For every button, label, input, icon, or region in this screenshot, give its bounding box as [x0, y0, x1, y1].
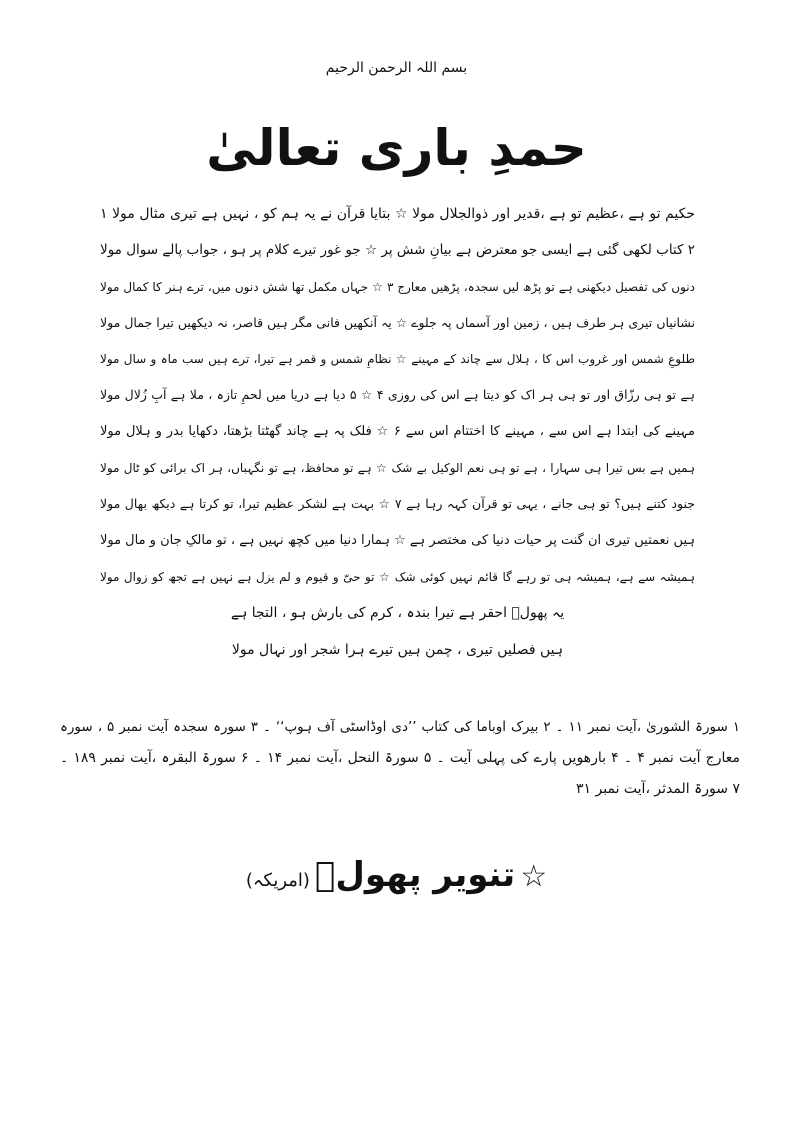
verse-line: ہمیں ہے بس تیرا ہی سہارا ، ہے تو ہی نعم الوکیل بے شک ☆ ہے تو محافظ، ہے تو نگہباں، ہر اک برائی کو ٹال مولا: [100, 461, 695, 476]
author-name: تنویر پھولؔ: [315, 855, 516, 895]
poem-verses: [100, 196, 695, 668]
footnotes: [60, 712, 740, 805]
footnote-line: ۷ سورۃ المدثر ،آیت نمبر ۳۱: [576, 781, 740, 797]
verse-line: جنود کتنے ہیں؟ تو ہی جانے ، یہی تو قرآن کہہ رہا ہے ۷ ☆ بہت ہے لشکر عظیم تیرا، تو کرتا ہے دیکھ بھال مولا: [100, 496, 695, 512]
verse-line: ہمیشہ سے ہے، ہمیشہ ہی تو رہے گا قائم نہیں کوئی شک ☆ تو حیّ و قیوم و لم یزل ہے نہیں ہے تجھ کو زوال مولا: [100, 569, 695, 584]
star-icon: ☆: [520, 859, 548, 894]
verse-line: مہینے کی ابتدا ہے اس سے ، مہینے کا اختتام اس سے ۶ ☆ فلک پہ ہے چاند گھٹتا بڑھتا، دکھایا بدر و ہلال مولا: [100, 423, 695, 439]
verse-line: ہیں نعمتیں تیری ان گنت پر حیات دنیا کی مختصر ہے ☆ ہمارا دنیا میں کچھ نہیں ہے ، تو مالکِ جان و مال مولا: [100, 532, 695, 548]
footnote-line: معارج آیت نمبر ۴ ۔ ۴ بارھویں پارے کی پہلی آیت ۔ ۵ سورۃ النحل ،آیت نمبر ۱۴ ۔ ۶ سورۃ البقرہ ،آیت نمبر ۱۸۹ ۔: [60, 750, 740, 766]
bismillah: بسم اللہ الرحمن الرحیم: [325, 60, 468, 76]
footnote-line: ۱ سورۃ الشوریٰ ،آیت نمبر ۱۱ ۔ ۲ بیرک اوباما کی کتاب ’’دی اوڈاسٹی آف ہوپ‘‘ ۔ ۳ سورہ سجدہ آیت نمبر ۵ ، سورہ: [60, 719, 740, 735]
verse-line: نشانیاں تیری ہر طرف ہیں ، زمین اور آسماں پہ جلوے ☆ یہ آنکھیں فانی مگر ہیں قاصر، نہ دیکھیں تیرا جمال مولا: [100, 314, 695, 330]
verse-line: ہے تو ہی رزّاق اور تو ہی ہر اک کو دیتا ہے اس کی روزی ۴ ☆ ۵ دیا ہے دریا میں لحمِ تازہ ، ملا ہے آبِ زُلال مولا: [100, 387, 695, 403]
verse-line: حکیم تو ہے ،عظیم تو ہے ،قدیر اور ذوالجلال مولا ☆ بتایا قرآن نے یہ ہم کو ، نہیں ہے تیری مثال مولا ۱: [100, 206, 695, 222]
closing-verse-line: ہیں فصلیں تیری ، چمن ہیں تیرے ہرا شجر اور نہال مولا: [231, 641, 564, 658]
verse-line: طلوعِ شمس اور غروب اس کا ، ہلال سے چاند کے مہینے ☆ نظامِ شمس و قمر ہے تیرا، ترے ہیں سب ماہ و سال مولا: [100, 352, 695, 367]
page-title: حمدِ باری تعالیٰ: [206, 119, 587, 177]
author-signature: [0, 845, 793, 911]
author-location: (امریکہ): [245, 870, 310, 891]
verse-line: ۲ کتاب لکھی گئی ہے ایسی جو معترض ہے بیانِ شش پر ☆ جو غور تیرے کلام پر ہو ، جواب پالے سوال مولا: [100, 242, 695, 259]
closing-verse-line: یہ پھولؔ احقر ہے تیرا بندہ ، کرم کی بارش ہو ، التجا ہے: [230, 605, 565, 622]
verse-line: دنوں کی تفصیل دیکھنی ہے تو پڑھ لیں سجدہ، پڑھیں معارج ۳ ☆ جہاں مکمل تھا شش دنوں میں، ترے ہنر کا کمال مولا: [100, 279, 695, 294]
